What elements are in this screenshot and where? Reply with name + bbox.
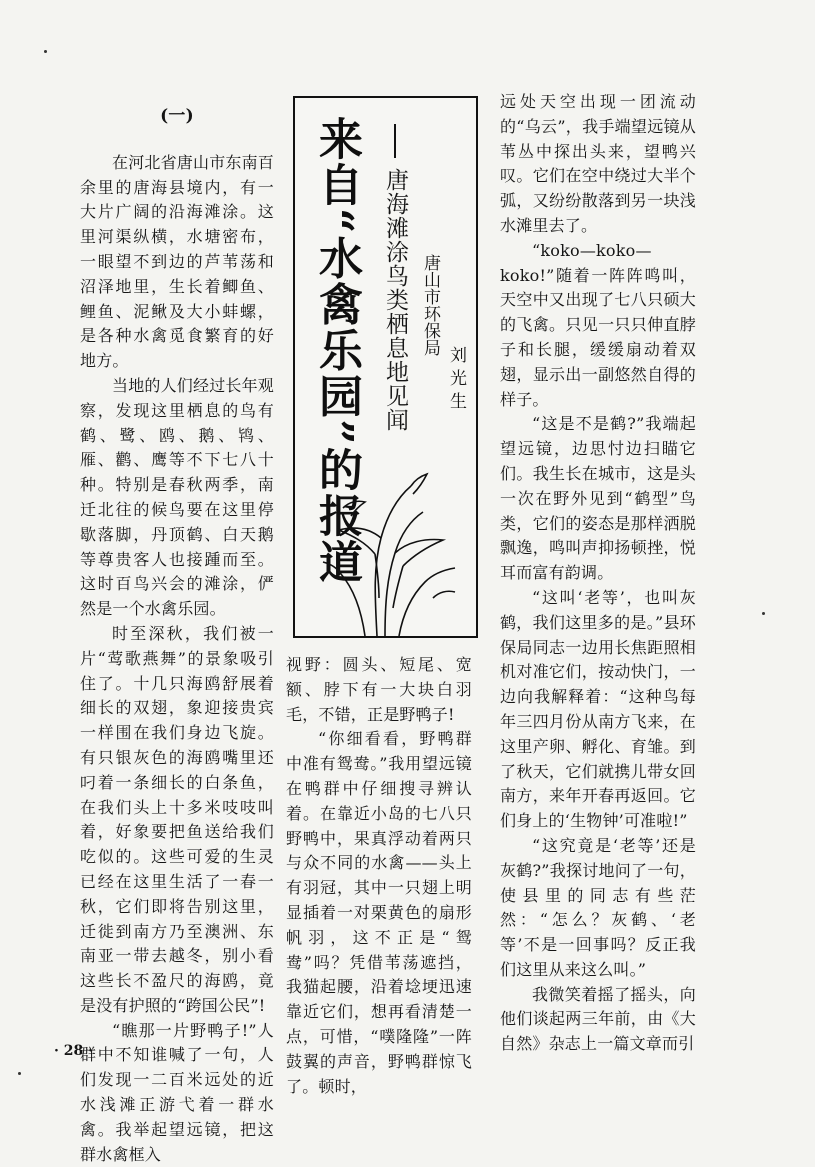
text-column-1 <box>80 104 274 1167</box>
article-subtitle: 唐海滩涂鸟类栖息地见闻 <box>382 168 408 432</box>
text-column-2 <box>286 653 472 1099</box>
paragraph: 时至深秋，我们被一片“莺歌燕舞”的景象吸引住了。十几只海鸥舒展着细长的双翅，象迎接贵宾一样围在我们身边飞旋。有只银灰色的海鸥嘴里还叼着一条细长的白条鱼，在我们头上十多米吱吱叫着，好象要把鱼送给我们吃似的。这些可爱的生灵已经在这里生活了一春一秋，它们即将告别这里，迁徙到南方乃至澳洲、东南亚一带去越冬，别小看这些长不盈尺的海鸥，竟是没有护照的“跨国公民”! <box>80 623 274 1015</box>
paragraph: “这是不是鹤?”我端起望远镜，边思忖边扫瞄它们。我生长在城市，这是头一次在野外见到“鹤型”鸟类，它们的姿态是那样洒脱飘逸，鸣叫声抑扬顿挫，悦耳而富有韵调。 <box>500 414 696 583</box>
paragraph: 远处天空出现一团流动的“乌云”，我手端望远镜从苇丛中探出头来，望鸭兴叹。它们在空中绕过大半个弧，又纷纷散落到另一块浅水滩里去了。 <box>500 92 696 235</box>
paragraph: 我微笑着摇了摇头，向他们谈起两三年前，由《大自然》杂志上一篇文章而引 <box>500 984 696 1054</box>
paragraph: “这究竟是‘老等’还是灰鹤?”我探讨地问了一句，使县里的同志有些茫然：“怎么？灰鹤、‘老等’不是一回事吗？反正我们这里从来这么叫。” <box>500 835 696 979</box>
title-box <box>293 96 478 638</box>
author-organization: 唐山市环保局 <box>420 254 440 356</box>
scan-speck <box>18 1072 21 1075</box>
section-label: (一) <box>160 106 194 126</box>
page-number: · 28 · <box>54 1043 93 1059</box>
paragraph: “你细看看，野鸭群中准有鸳鸯。”我用望远镜在鸭群中仔细搜寻辨认着。在靠近小岛的七八只野鸭中，果真浮动着两只与众不同的水禽——头上有羽冠，其中一只翅上明显插着一对栗黄色的扇形帆羽，这不正是“鸳鸯”吗？凭借苇荡遮挡，我猫起腰，沿着埝埂迅速靠近它们，想再看清楚一点，可惜，“噗隆隆”一阵鼓翼的声音，野鸭群惊飞了。顿时， <box>286 729 472 1096</box>
paragraph: “这叫‘老等’，也叫灰鹤，我们这里多的是。”县环保局同志一边用长焦距照相机对准它们，按动快门，一边向我解释着：“这种鸟每年三四月份从南方飞来，在这里产卵、孵化、育雏。到了秋天，它们就携儿带女回南方，来年开春再返回。它们身上的‘生物钟’可准啦!” <box>500 587 696 831</box>
paragraph: 在河北省唐山市东南百余里的唐海县境内，有一大片广阔的沿海滩涂。这里河渠纵横，水塘密布，一眼望不到边的芦苇荡和沼泽地里，生长着鲫鱼、鲤鱼、泥鳅及大小蚌螺，是各种水禽觅食繁育的好地方。 <box>80 152 275 371</box>
author-name: 刘光生 <box>446 346 466 415</box>
scan-speck <box>762 612 765 615</box>
text-column-3 <box>500 90 696 1057</box>
paragraph: “koko—koko—koko!”随着一阵阵鸣叫，天空中又出现了七八只硕大的飞禽。只见一只只伸直脖子和长腿，缓缓扇动着双翅，显示出一副悠然自得的样子。 <box>500 240 696 409</box>
paragraph: “瞧那一片野鸭子!”人群中不知谁喊了一句，人们发现一二百米远处的近水浅滩正游弋着一群水禽。我举起望远镜，把这群水禽框入 <box>80 1020 274 1164</box>
scan-speck <box>44 50 47 53</box>
article-title: 来自“水禽乐园”的报道 <box>311 116 362 585</box>
reed-sketch-illustration <box>315 468 465 636</box>
subtitle-dash <box>394 124 396 158</box>
paragraph: 视野：圆头、短尾、宽额、脖下有一大块白羽毛，不错，正是野鸭子! <box>286 655 472 724</box>
paragraph: 当地的人们经过长年观察，发现这里栖息的鸟有鹤、鹭、鸥、鹅、鸨、雁、鹳、鹰等不下七八十种。特别是春秋两季，南迁北往的候鸟要在这里停歇落脚，丹顶鹤、白天鹅等尊贵客人也接踵而至。这时百鸟兴会的滩涂，俨然是一个水禽乐园。 <box>80 375 275 619</box>
